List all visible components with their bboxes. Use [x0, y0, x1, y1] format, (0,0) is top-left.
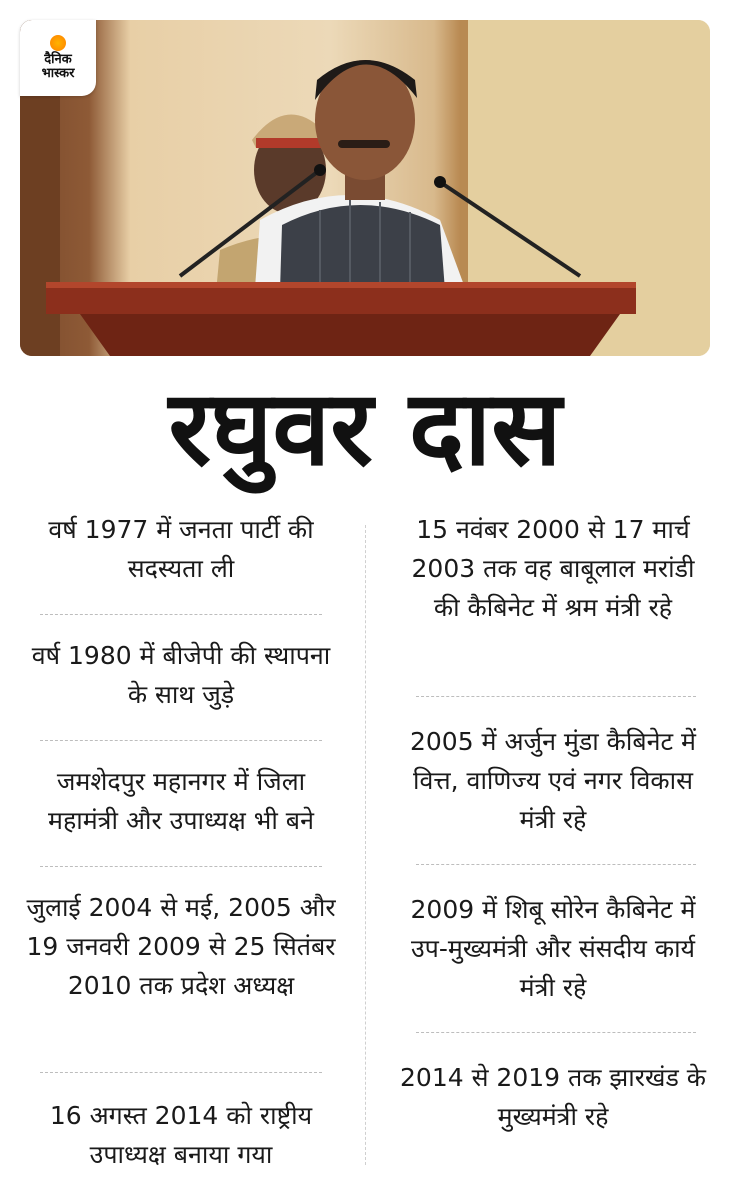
list-item: 2005 में अर्जुन मुंडा कैबिनेट में वित्त, वाणिज्य एवं नगर विकास मंत्री रहे [409, 727, 696, 834]
speaker-illustration [20, 20, 710, 356]
list-item: 2009 में शिबू सोरेन कैबिनेट में उप-मुख्यमंत्री और संसदीय कार्य मंत्री रहे [410, 895, 696, 1002]
item-divider [40, 740, 322, 741]
list-item: जुलाई 2004 से मई, 2005 और 19 जनवरी 2009 से 25 सितंबर 2010 तक प्रदेश अध्यक्ष [26, 893, 336, 1000]
item-divider [416, 864, 696, 865]
item-divider [40, 614, 322, 615]
list-item: वर्ष 1977 में जनता पार्टी की सदस्यता ली [48, 515, 314, 583]
list-item: जमशेदपुर महानगर में जिला महामंत्री और उपाध्यक्ष भी बने [48, 767, 314, 835]
page-title: रघुवर दास [168, 367, 562, 489]
sun-icon [50, 35, 66, 51]
list-item: 2014 से 2019 तक झारखंड के मुख्यमंत्री रहे [400, 1063, 706, 1131]
item-divider [40, 1072, 322, 1073]
item-divider [416, 1032, 696, 1033]
column-divider [365, 525, 366, 1165]
list-item: 15 नवंबर 2000 से 17 मार्च 2003 तक वह बाबूलाल मरांडी की कैबिनेट में श्रम मंत्री रहे [411, 515, 695, 622]
list-item: 16 अगस्त 2014 को राष्ट्रीय उपाध्यक्ष बनाया गया [49, 1101, 313, 1169]
item-divider [40, 866, 322, 867]
dainik-bhaskar-logo [20, 20, 96, 96]
logo-line-2: भास्कर [41, 66, 75, 81]
list-item: वर्ष 1980 में बीजेपी की स्थापना के साथ जुड़े [31, 641, 331, 709]
speaker-photo [20, 20, 710, 356]
item-divider [416, 696, 696, 697]
logo-line-1: दैनिक [44, 52, 72, 67]
